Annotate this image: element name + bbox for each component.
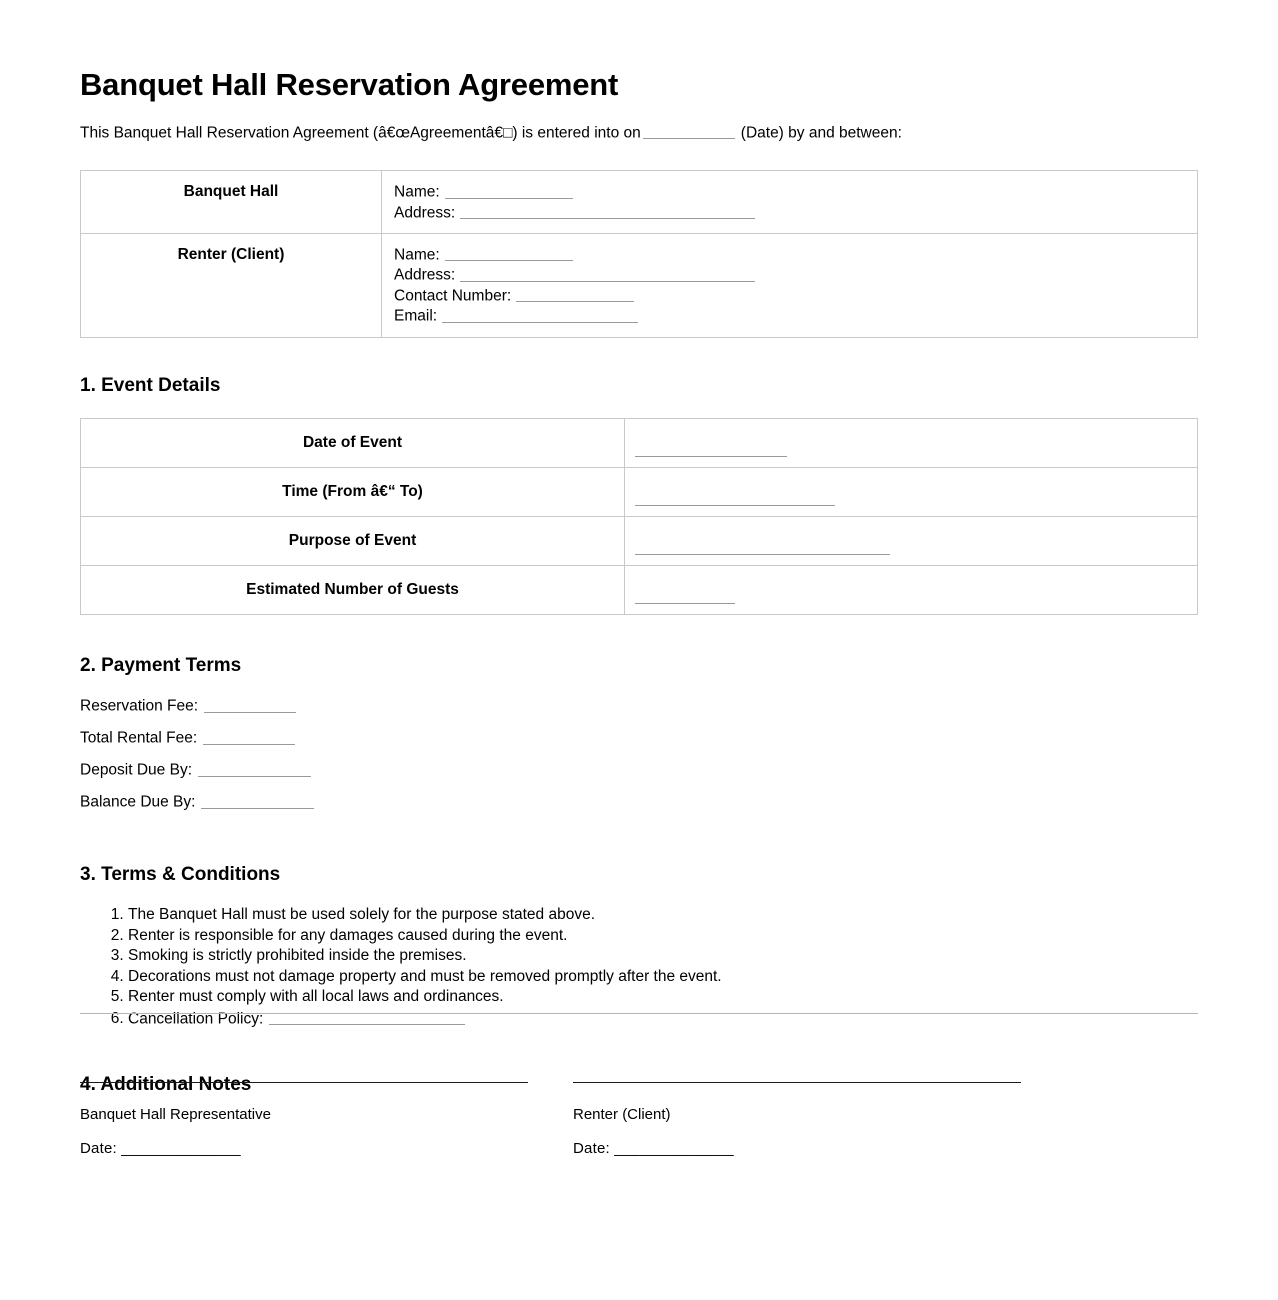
reservation-fee-input[interactable] bbox=[204, 696, 296, 713]
signature-date-banquet-hall[interactable]: Date: ______________ bbox=[80, 1140, 241, 1157]
payment-label-total-rental-fee: Total Rental Fee: bbox=[80, 729, 198, 747]
list-item bbox=[128, 988, 1198, 1009]
list-item bbox=[128, 968, 1198, 989]
party-label-banquet-hall: Banquet Hall bbox=[81, 171, 382, 234]
renter-contact-number-input[interactable] bbox=[516, 286, 634, 303]
list-item bbox=[128, 906, 1198, 927]
parties-table bbox=[80, 170, 1198, 337]
term-text-2: Renter is responsible for any damages caused during the event. bbox=[128, 926, 568, 944]
field-label-address: Address: bbox=[394, 266, 456, 284]
event-label-time: Time (From â€“ To) bbox=[81, 468, 625, 517]
payment-label-deposit-due-by: Deposit Due By: bbox=[80, 761, 192, 779]
event-value-guests bbox=[625, 566, 1198, 615]
table-row bbox=[81, 566, 1198, 615]
term-text-3: Smoking is strictly prohibited inside the premises. bbox=[128, 947, 467, 965]
field-label-address: Address: bbox=[394, 204, 456, 222]
signature-block-renter bbox=[573, 1082, 1021, 1158]
field-label-name: Name: bbox=[394, 246, 440, 264]
renter-email-input[interactable] bbox=[442, 306, 638, 323]
signature-area bbox=[80, 1082, 1198, 1158]
field-row-name bbox=[394, 182, 1185, 202]
balance-due-by-input[interactable] bbox=[201, 792, 314, 809]
intro-text-after: (Date) by and between: bbox=[740, 124, 902, 142]
section-heading-terms-conditions: 3. Terms & Conditions bbox=[80, 864, 281, 886]
payment-label-balance-due-by: Balance Due By: bbox=[80, 793, 196, 811]
renter-name-input[interactable] bbox=[445, 245, 573, 262]
total-rental-fee-input[interactable] bbox=[203, 728, 295, 745]
section-heading-payment-terms: 2. Payment Terms bbox=[80, 655, 242, 677]
date-of-event-input[interactable] bbox=[635, 441, 787, 457]
party-fields-renter bbox=[382, 233, 1198, 337]
event-label-date-of-event: Date of Event bbox=[81, 419, 625, 468]
terms-conditions-list bbox=[80, 887, 1198, 1031]
event-label-purpose: Purpose of Event bbox=[81, 517, 625, 566]
payment-terms-list bbox=[80, 678, 1198, 824]
additional-notes-divider bbox=[80, 1013, 1198, 1014]
field-row-contact-number bbox=[394, 286, 1185, 306]
field-row-address bbox=[394, 203, 1185, 223]
cancellation-policy-input[interactable] bbox=[269, 1009, 465, 1026]
payment-row-total-rental-fee bbox=[80, 728, 1198, 760]
renter-address-input[interactable] bbox=[460, 265, 755, 282]
section-heading-event-details: 1. Event Details bbox=[80, 374, 221, 396]
term-text-5: Renter must comply with all local laws and ordinances. bbox=[128, 988, 504, 1006]
payment-row-deposit-due-by bbox=[80, 760, 1198, 792]
signature-role-banquet-hall: Banquet Hall Representative bbox=[80, 1106, 271, 1123]
table-row bbox=[81, 419, 1198, 468]
field-label-name: Name: bbox=[394, 183, 440, 201]
term-text-4: Decorations must not damage property and must be removed promptly after the event. bbox=[128, 967, 722, 985]
payment-row-reservation-fee bbox=[80, 696, 1198, 728]
table-row bbox=[81, 233, 1198, 337]
section-heading-additional-notes: 4. Additional Notes bbox=[80, 1074, 252, 1096]
purpose-of-event-input[interactable] bbox=[635, 539, 890, 555]
party-label-renter: Renter (Client) bbox=[81, 233, 382, 337]
intro-text-before: This Banquet Hall Reservation Agreement (â€œAgreementâ€□) is entered into on bbox=[80, 124, 641, 142]
hall-name-input[interactable] bbox=[445, 182, 573, 199]
hall-address-input[interactable] bbox=[460, 203, 755, 220]
intro-paragraph bbox=[80, 105, 1198, 144]
term-text-6: Cancellation Policy: bbox=[128, 1010, 264, 1028]
event-label-guests: Estimated Number of Guests bbox=[81, 566, 625, 615]
signature-date-renter[interactable]: Date: ______________ bbox=[573, 1140, 734, 1157]
list-item bbox=[128, 927, 1198, 948]
table-row bbox=[81, 171, 1198, 234]
estimated-guests-input[interactable] bbox=[635, 588, 735, 604]
event-details-table bbox=[80, 418, 1198, 615]
time-input[interactable] bbox=[635, 490, 835, 506]
list-item bbox=[128, 947, 1198, 968]
agreement-date-blank[interactable] bbox=[643, 123, 735, 140]
signature-block-banquet-hall bbox=[80, 1082, 528, 1158]
payment-row-balance-due-by bbox=[80, 792, 1198, 824]
field-row-email bbox=[394, 306, 1185, 326]
term-text-1: The Banquet Hall must be used solely for the purpose stated above. bbox=[128, 906, 596, 923]
field-label-email: Email: bbox=[394, 307, 438, 325]
payment-label-reservation-fee: Reservation Fee: bbox=[80, 697, 199, 715]
table-row bbox=[81, 517, 1198, 566]
deposit-due-by-input[interactable] bbox=[198, 760, 311, 777]
page-title: Banquet Hall Reservation Agreement bbox=[80, 67, 619, 102]
event-value-purpose bbox=[625, 517, 1198, 566]
event-value-date-of-event bbox=[625, 419, 1198, 468]
field-row-address bbox=[394, 265, 1185, 285]
field-row-name bbox=[394, 245, 1185, 265]
event-value-time bbox=[625, 468, 1198, 517]
signature-role-renter: Renter (Client) bbox=[573, 1106, 671, 1123]
field-label-contact-number: Contact Number: bbox=[394, 287, 512, 305]
table-row bbox=[81, 468, 1198, 517]
party-fields-banquet-hall bbox=[382, 171, 1198, 234]
